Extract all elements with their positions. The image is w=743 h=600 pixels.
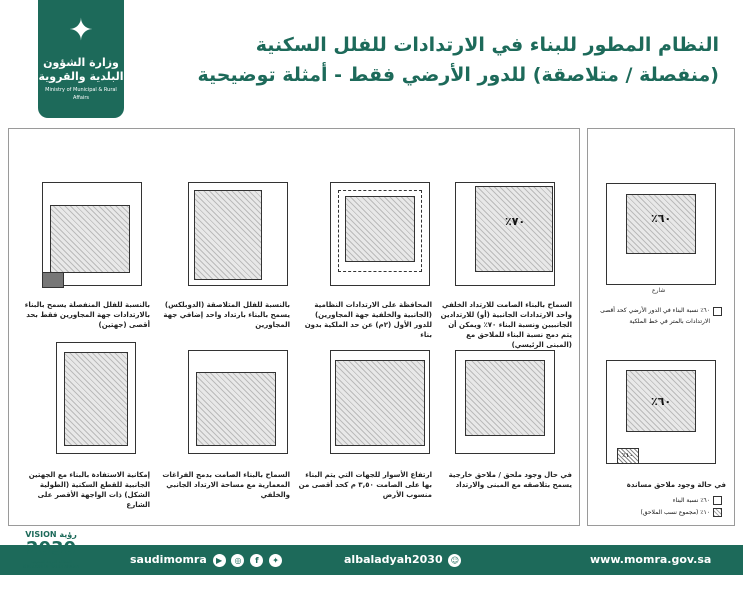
building-after-1 xyxy=(475,186,553,272)
building-after-3 xyxy=(194,190,262,280)
website-link[interactable]: www.momra.gov.sa xyxy=(590,553,712,566)
building-after-4 xyxy=(50,205,130,273)
caption-4: بالنسبة للفلل المنفصلة يسمح بالبناء بالارتدادات جهة المجاورين فقط بحد أقصى (جهتين) xyxy=(24,301,150,329)
setback-line-2 xyxy=(338,190,422,272)
pct-10: ١٠٪ xyxy=(622,452,633,459)
pct-60-1: ٦٠٪ xyxy=(651,212,672,225)
vision-kingdom: المملكة العربية السعودية KINGDOM OF SAUDI ARABIA xyxy=(22,559,80,569)
building-after-7 xyxy=(196,372,276,446)
legend-10: ١٠٪ (مجموع نسب الملاحق) xyxy=(640,509,710,516)
title-line-2: (منفصلة / متلاصقة) للدور الأرضي فقط - أمثلة توضيحية xyxy=(197,64,719,86)
facebook-icon[interactable]: f xyxy=(250,554,263,567)
building-after-5 xyxy=(465,360,545,436)
vision-2030-logo xyxy=(22,530,80,592)
vision-year: 2030 xyxy=(25,538,77,559)
caption-6: ارتفاع الأسوار للجهات التي يتم البناء بها على الصامت ٣,٥٠ م كحد أقصى من منسوب الأرض xyxy=(298,471,432,499)
palm-swords-emblem-icon: ✦ xyxy=(68,13,94,48)
legend-60: ٦٠٪ نسبة البناء xyxy=(672,497,710,504)
caption-7: السماح بالبناء الصامت بدمج الفراغات المعمارية مع مساحة الارتداد الجانبي والخلفي xyxy=(162,471,290,499)
street-label: شارع xyxy=(652,287,666,294)
twitter-icon[interactable]: ✦ xyxy=(269,554,282,567)
current-caption-1: ٦٠٪ نسبة البناء في الدور الأرضي كحد أقصى xyxy=(600,307,710,314)
page-title xyxy=(159,30,719,90)
snapchat-icon[interactable]: ☺ xyxy=(448,554,461,567)
legend-box-60b xyxy=(713,496,722,505)
header xyxy=(0,0,743,120)
current-caption-1b: الارتدادات بالمتر في خط الملكية xyxy=(629,318,710,325)
social-handle-2[interactable]: albaladyah2030 ☺ xyxy=(344,551,461,569)
caption-5: في حال وجود ملحق / ملاحق خارجية يسمح بتلاصقه مع المبنى والارتداد xyxy=(448,471,572,489)
ministry-name: وزارة الشؤون البلدية والقروية xyxy=(38,56,124,83)
pct-70: ٧٠٪ xyxy=(505,215,526,228)
ministry-name-en: Ministry of Municipal & Rural Affairs xyxy=(45,87,117,101)
legend-box-10 xyxy=(713,508,722,517)
building-after-8 xyxy=(64,352,128,446)
ministry-logo xyxy=(38,0,124,118)
current-caption-2: في حالة وجود ملاحق مساندة xyxy=(626,481,726,489)
legend-box-60 xyxy=(713,307,722,316)
title-line-1: النظام المطور للبناء في الارتدادات للفلل السكنية xyxy=(255,34,719,56)
vision-label: VISION رؤية xyxy=(25,530,77,539)
youtube-icon[interactable]: ▶ xyxy=(213,554,226,567)
annex-after-4 xyxy=(42,272,64,288)
building-after-6 xyxy=(335,360,425,446)
caption-8: إمكانية الاستفادة بالبناء مع الجهتين الجانبية للقطع السكنية (الطولية الشكل) ذات الواجهة الأقصر على الشارع xyxy=(28,471,150,509)
caption-3: بالنسبة للفلل المتلاصقة (الدوبلكس) يسمح بالبناء بارتداد واحد إضافي جهة المجاورين xyxy=(163,301,290,329)
instagram-icon[interactable]: ◎ xyxy=(231,554,244,567)
caption-2: المحافظة على الارتدادات النظامية (الجانبية والخلفية جهة المجاورين) للدور الأول (٢م) عن حد الملكية بدون بناء xyxy=(304,301,432,339)
social-handle-1[interactable]: saudimomra ▶ ◎ f ✦ xyxy=(130,551,282,569)
caption-1: السماح بالبناء الصامت للارتداد الخلفي واحد الارتدادات الجانبية (أو) للارتدادين الجانبيين ونسبة البناء ٧٠٪ ويمكن أن يتم دمج نسبة البناء للملاحق مع (المبنى الرئيسي) xyxy=(440,301,572,349)
pct-60-2: ٦٠٪ xyxy=(651,395,672,408)
